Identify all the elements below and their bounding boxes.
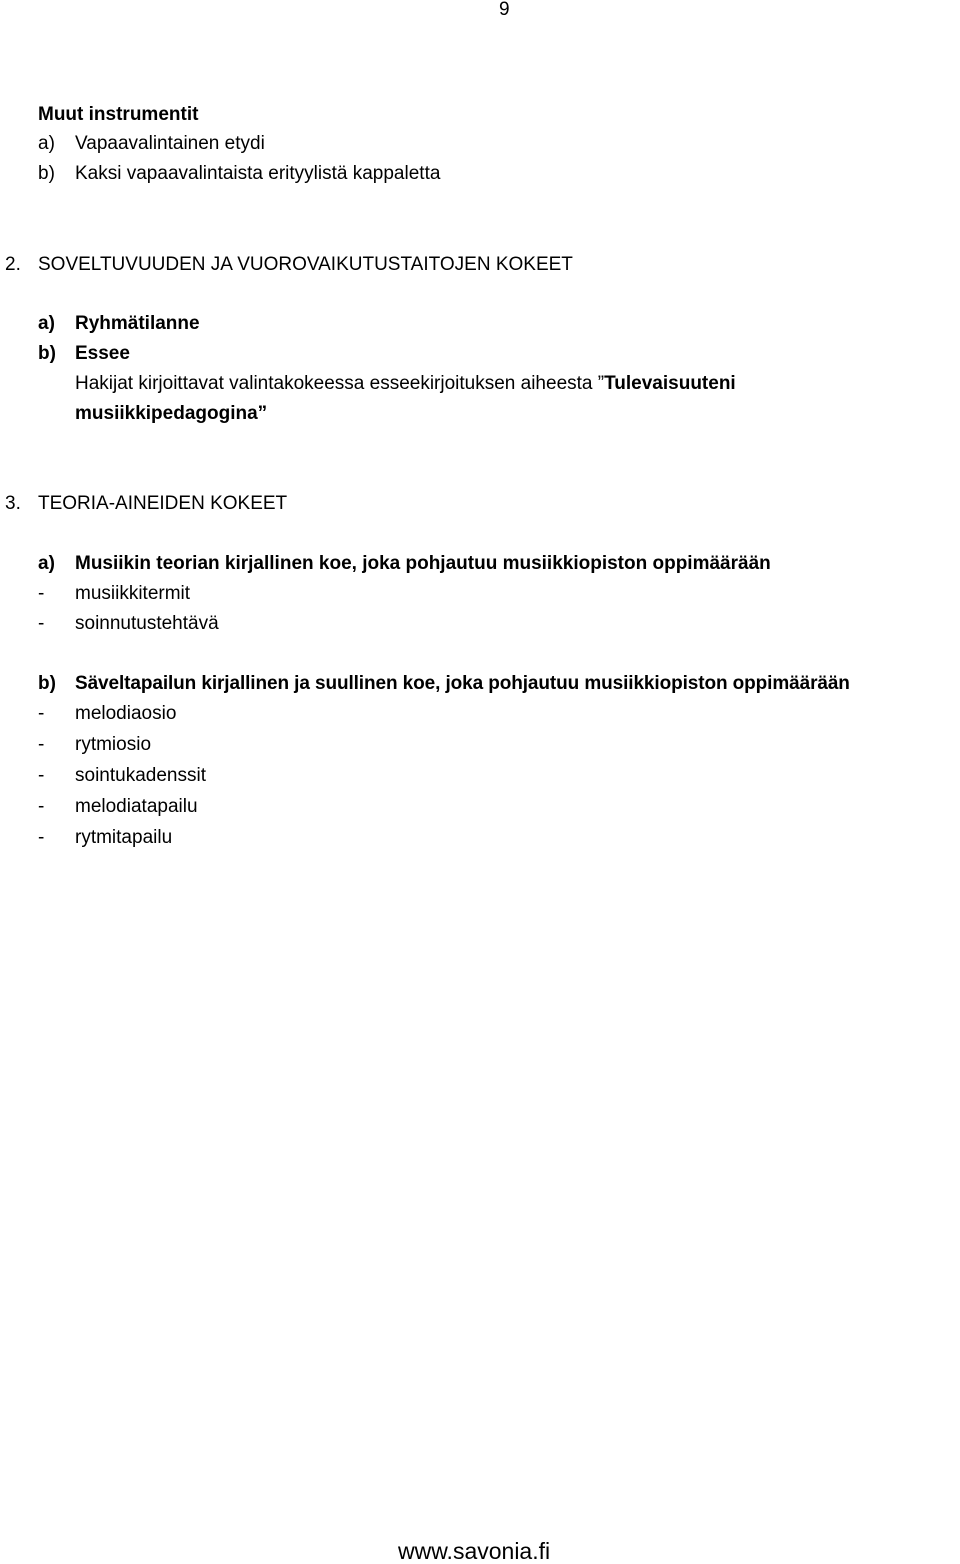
section2-item-b-text: Essee: [75, 343, 130, 364]
list-item: melodiatapailu: [75, 796, 198, 817]
section3-item-b-text: Säveltapailun kirjallinen ja suullinen koe, joka pohjautuu musiikkiopiston oppimäärään: [75, 673, 850, 694]
section2-item-a-label: a): [38, 313, 55, 334]
section3-item-a-text: Musiikin teorian kirjallinen koe, joka pohjautuu musiikkiopiston oppimäärään: [75, 553, 771, 574]
section3-item-b-label: b): [38, 673, 56, 694]
list-item: melodiaosio: [75, 703, 177, 724]
section3-title: TEORIA-AINEIDEN KOKEET: [38, 493, 288, 514]
essay-topic-continued: musiikkipedagogina”: [75, 403, 268, 424]
muut-heading: Muut instrumentit: [38, 104, 199, 125]
section2-title: SOVELTUVUUDEN JA VUOROVAIKUTUSTAITOJEN KOKEET: [38, 254, 573, 275]
section2-number: 2.: [5, 254, 21, 275]
bullet-dash: -: [38, 765, 45, 786]
footer-url: www.savonia.fi: [398, 1538, 551, 1564]
muut-item-b-label: b): [38, 163, 55, 184]
list-item: rytmitapailu: [75, 827, 173, 848]
section3-item-a-label: a): [38, 553, 55, 574]
essay-description: [75, 374, 736, 393]
bullet-dash: -: [38, 613, 45, 634]
bullet-dash: -: [38, 827, 45, 848]
muut-item-a-text: Vapaavalintainen etydi: [75, 133, 265, 154]
bullet-dash: -: [38, 703, 45, 724]
list-item: sointukadenssit: [75, 765, 206, 786]
list-item: rytmiosio: [75, 734, 152, 755]
page-number: 9: [499, 0, 510, 20]
essay-text: Hakijat kirjoittavat valintakokeessa esseekirjoituksen aiheesta ”: [75, 373, 605, 394]
list-item: soinnutustehtävä: [75, 613, 219, 634]
section2-item-a-text: Ryhmätilanne: [75, 313, 200, 334]
list-item: musiikkitermit: [75, 583, 191, 604]
muut-item-a-label: a): [38, 133, 55, 154]
essay-topic: Tulevaisuuteni: [604, 373, 736, 394]
muut-item-b-text: Kaksi vapaavalintaista erityylistä kappaletta: [75, 163, 441, 184]
section3-number: 3.: [5, 493, 21, 514]
bullet-dash: -: [38, 796, 45, 817]
section2-item-b-label: b): [38, 343, 56, 364]
bullet-dash: -: [38, 734, 45, 755]
bullet-dash: -: [38, 583, 45, 604]
